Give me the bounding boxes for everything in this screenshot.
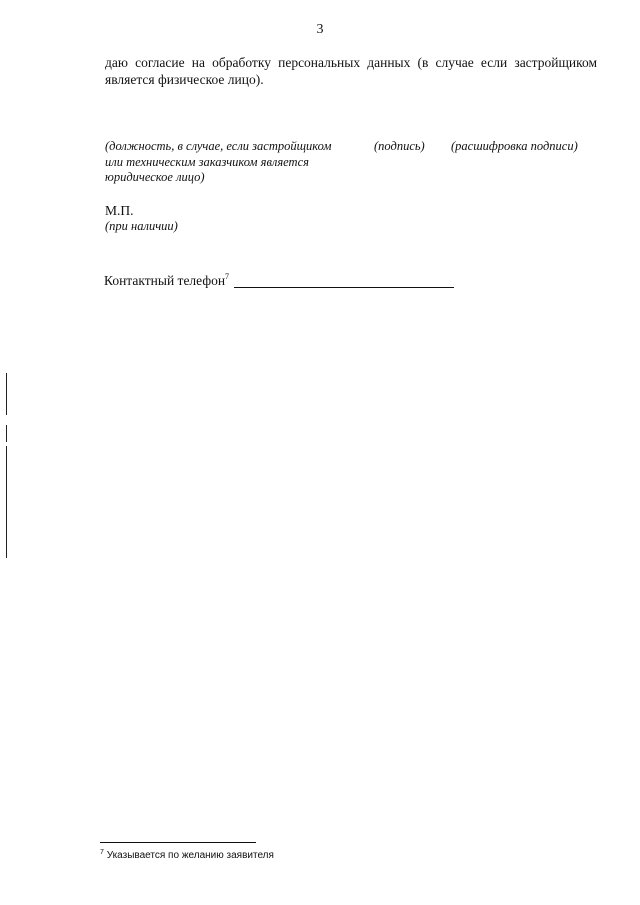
footnote-marker: 7 <box>100 849 104 856</box>
position-caption: (должность, в случае, если застройщиком или техническим заказчиком является юридическое лицо) <box>105 139 332 184</box>
margin-mark-bottom <box>6 446 7 558</box>
footnote-separator <box>100 842 256 843</box>
footnote <box>100 849 274 861</box>
signature-decoding-caption: (расшифровка подписи) <box>451 139 578 153</box>
page-number: 3 <box>316 22 324 37</box>
margin-mark-middle <box>6 425 7 442</box>
contact-phone-text: Контактный телефон <box>104 273 226 288</box>
footnote-reference: 7 <box>225 272 230 281</box>
consent-paragraph: даю согласие на обработку персональных данных (в случае если застройщиком является физическое лицо). <box>105 55 597 87</box>
footnote-text: Указывается по желанию заявителя <box>106 850 274 861</box>
contact-phone-line <box>234 287 454 288</box>
seal-note: (при наличии) <box>105 219 178 233</box>
margin-mark-top <box>6 373 7 415</box>
contact-phone-label <box>104 272 229 289</box>
signature-caption: (подпись) <box>374 139 425 153</box>
seal-label: М.П. <box>105 203 134 218</box>
